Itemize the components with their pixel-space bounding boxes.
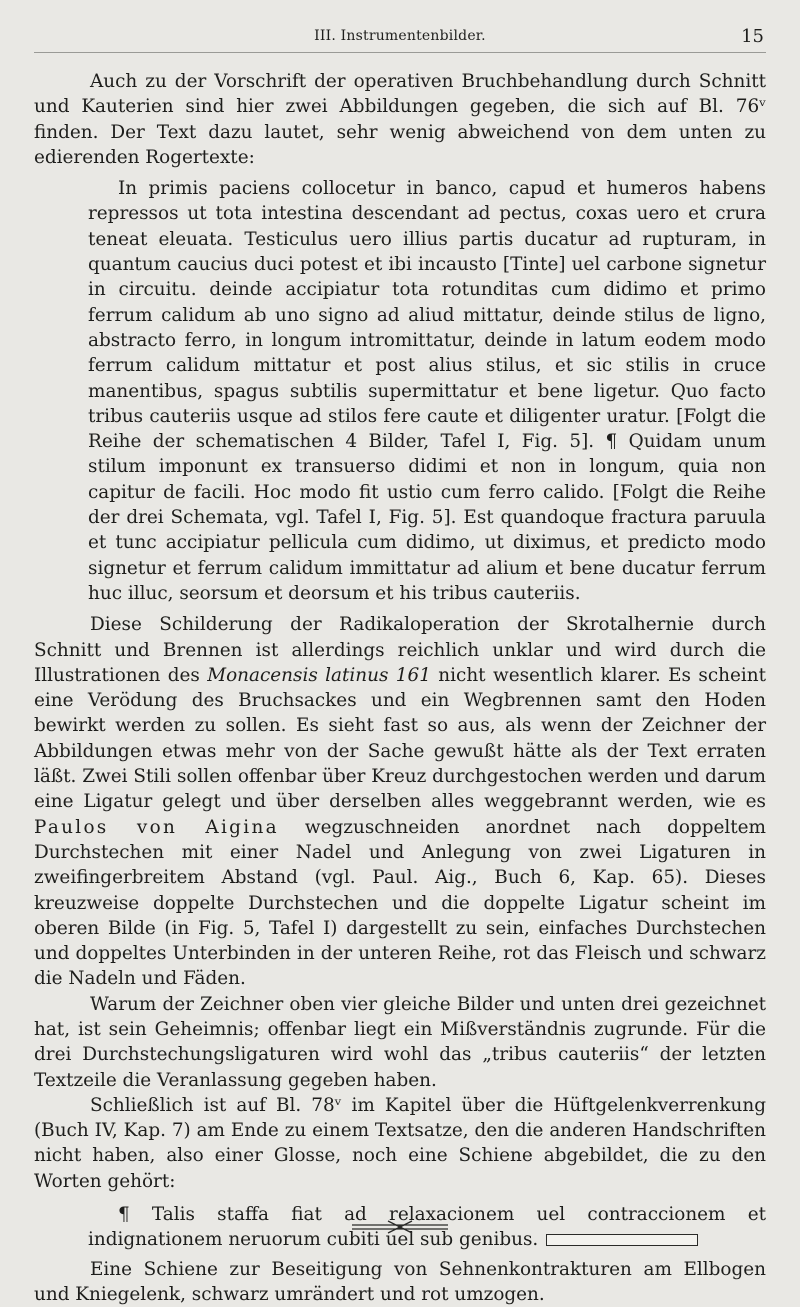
paragraph-conclusion: Eine Schiene zur Beseitigung von Sehnenkontrakturen am Ellbogen und Kniegelenk, schwarz umrändert und rot umzogen. <box>34 1258 766 1305</box>
running-title: III. Instrumentenbilder. <box>314 28 486 44</box>
page-number: 15 <box>741 26 764 47</box>
paragraph-splint: Schließlich ist auf Bl. 78ᵛ im Kapitel über die Hüftgelenkverrenkung (Buch IV, Kap. 7) am Ende zu einem Textsatze, den die anderen Handschriften nicht haben, also einer Glosse, noch eine Schiene abgebildet, die zu den Worten gehört: <box>34 1094 766 1192</box>
latin-quote-rupture <box>88 176 766 606</box>
ornament-divider-icon <box>350 1218 450 1238</box>
author-name: Paulos von Aigina <box>34 816 279 838</box>
manuscript-name: Monacensis latinus 161 <box>207 664 431 686</box>
end-ornament <box>0 1218 800 1238</box>
latin-quote-text: In primis paciens collocetur in banco, capud et humeros habens repressos ut tota intestina descendant ad pectus, coxas uero et crura teneat eleuata. Testiculus uero illius partis ducatur ad rupturam, in quantum caucius duci potest et ibi incausto [Tinte] uel carbone signetur in circuitu. deinde accipiatur tota rotunditas cum didimo et primo ferrum calidum ab uno signo ad aliud mittatur, deinde stilus de ligno, abstracto ferro, in longum intromittatur, deinde in latum eodem modo ferrum calidum mittatur et post alius stilus, et sic stilis in cruce manentibus, spagus subtilis supermittatur et bene ligetur. Quo facto tribus cauteriis usque ad stilos fere caute et diligenter uratur. [Folgt die Reihe der schematischen 4 Bilder, Tafel I, Fig. 5]. ¶ Quidam unum stilum imponunt ex transuerso didimi et non in longum, quia non capitur de facili. Hoc modo fit ustio cum ferro calido. [Folgt die Reihe der drei Schemata, vgl. Tafel I, Fig. 5]. Est quandoque fractura paruula et tunc accipiatur pellicula cum didimo, ut diximus, et predicto modo signetur et ferrum calidum immittatur ad alium et bene ducatur ferrum huc illuc, seorsum et deorsum et his tribus cauteriis. <box>88 178 766 604</box>
paragraph-intro: Auch zu der Vorschrift der operativen Bruchbehandlung durch Schnitt und Kauterien sind hier zwei Abbildungen gegeben, die sich auf Bl. 76ᵛ finden. Der Text dazu lautet, sehr wenig abweichend von dem unten zu edierenden Rogertexte: <box>34 71 766 168</box>
commentary-part-b: nicht wesentlich klarer. Es scheint eine Verödung des Bruchsackes und ein Wegbrennen samt den Hoden bewirkt werden zu sollen. Es sieht fast so aus, als wenn der Zeichner der Abbildungen etwas mehr von der Sache gewußt hätte als der Text erraten läßt. Zwei Stili sollen offenbar über Kreuz durchgestochen werden und darum eine Ligatur gelegt und über derselben alles weggebrannt werden, wie es <box>34 664 766 813</box>
commentary-part-c: wegzuschneiden anordnet nach doppeltem Durchstechen mit einer Nadel und Anlegung von zwei Ligaturen in zweifingerbreitem Abstand (vgl. Paul. Aig., Buch 6, Kap. 65). Dieses kreuzweise doppelte Durchstechen und die doppelte Ligatur scheint im oberen Bilde (in Fig. 5, Tafel I) dargestellt zu sein, einfaches Durchstechen und doppeltes Unterbinden in der unteren Reihe, rot das Fleisch und schwarz die Nadeln und Fäden. <box>34 816 766 990</box>
commentary-part-a: Diese Schilderung der Radikaloperation der Skrotalhernie durch Schnitt und Brennen ist allerdings reichlich unklar und wird durch die Illustrationen des <box>34 614 766 686</box>
paragraph-commentary <box>34 612 766 991</box>
splint-quote-text: ¶ Talis staffa fiat ad relaxacionem uel contraccionem et indignationem neruorum cubiti uel sub genibus. <box>88 1204 766 1251</box>
page-header <box>34 18 766 53</box>
main-text <box>34 69 766 1307</box>
paragraph-draughtsman: Warum der Zeichner oben vier gleiche Bilder und unten drei gezeichnet hat, ist sein Geheimnis; offenbar liegt ein Mißverständnis zugrunde. Für die drei Durchstechungsligaturen wird wohl das „tribus cauteriis“ der letzten Textzeile die Veranlassung gegeben haben. <box>34 993 766 1091</box>
